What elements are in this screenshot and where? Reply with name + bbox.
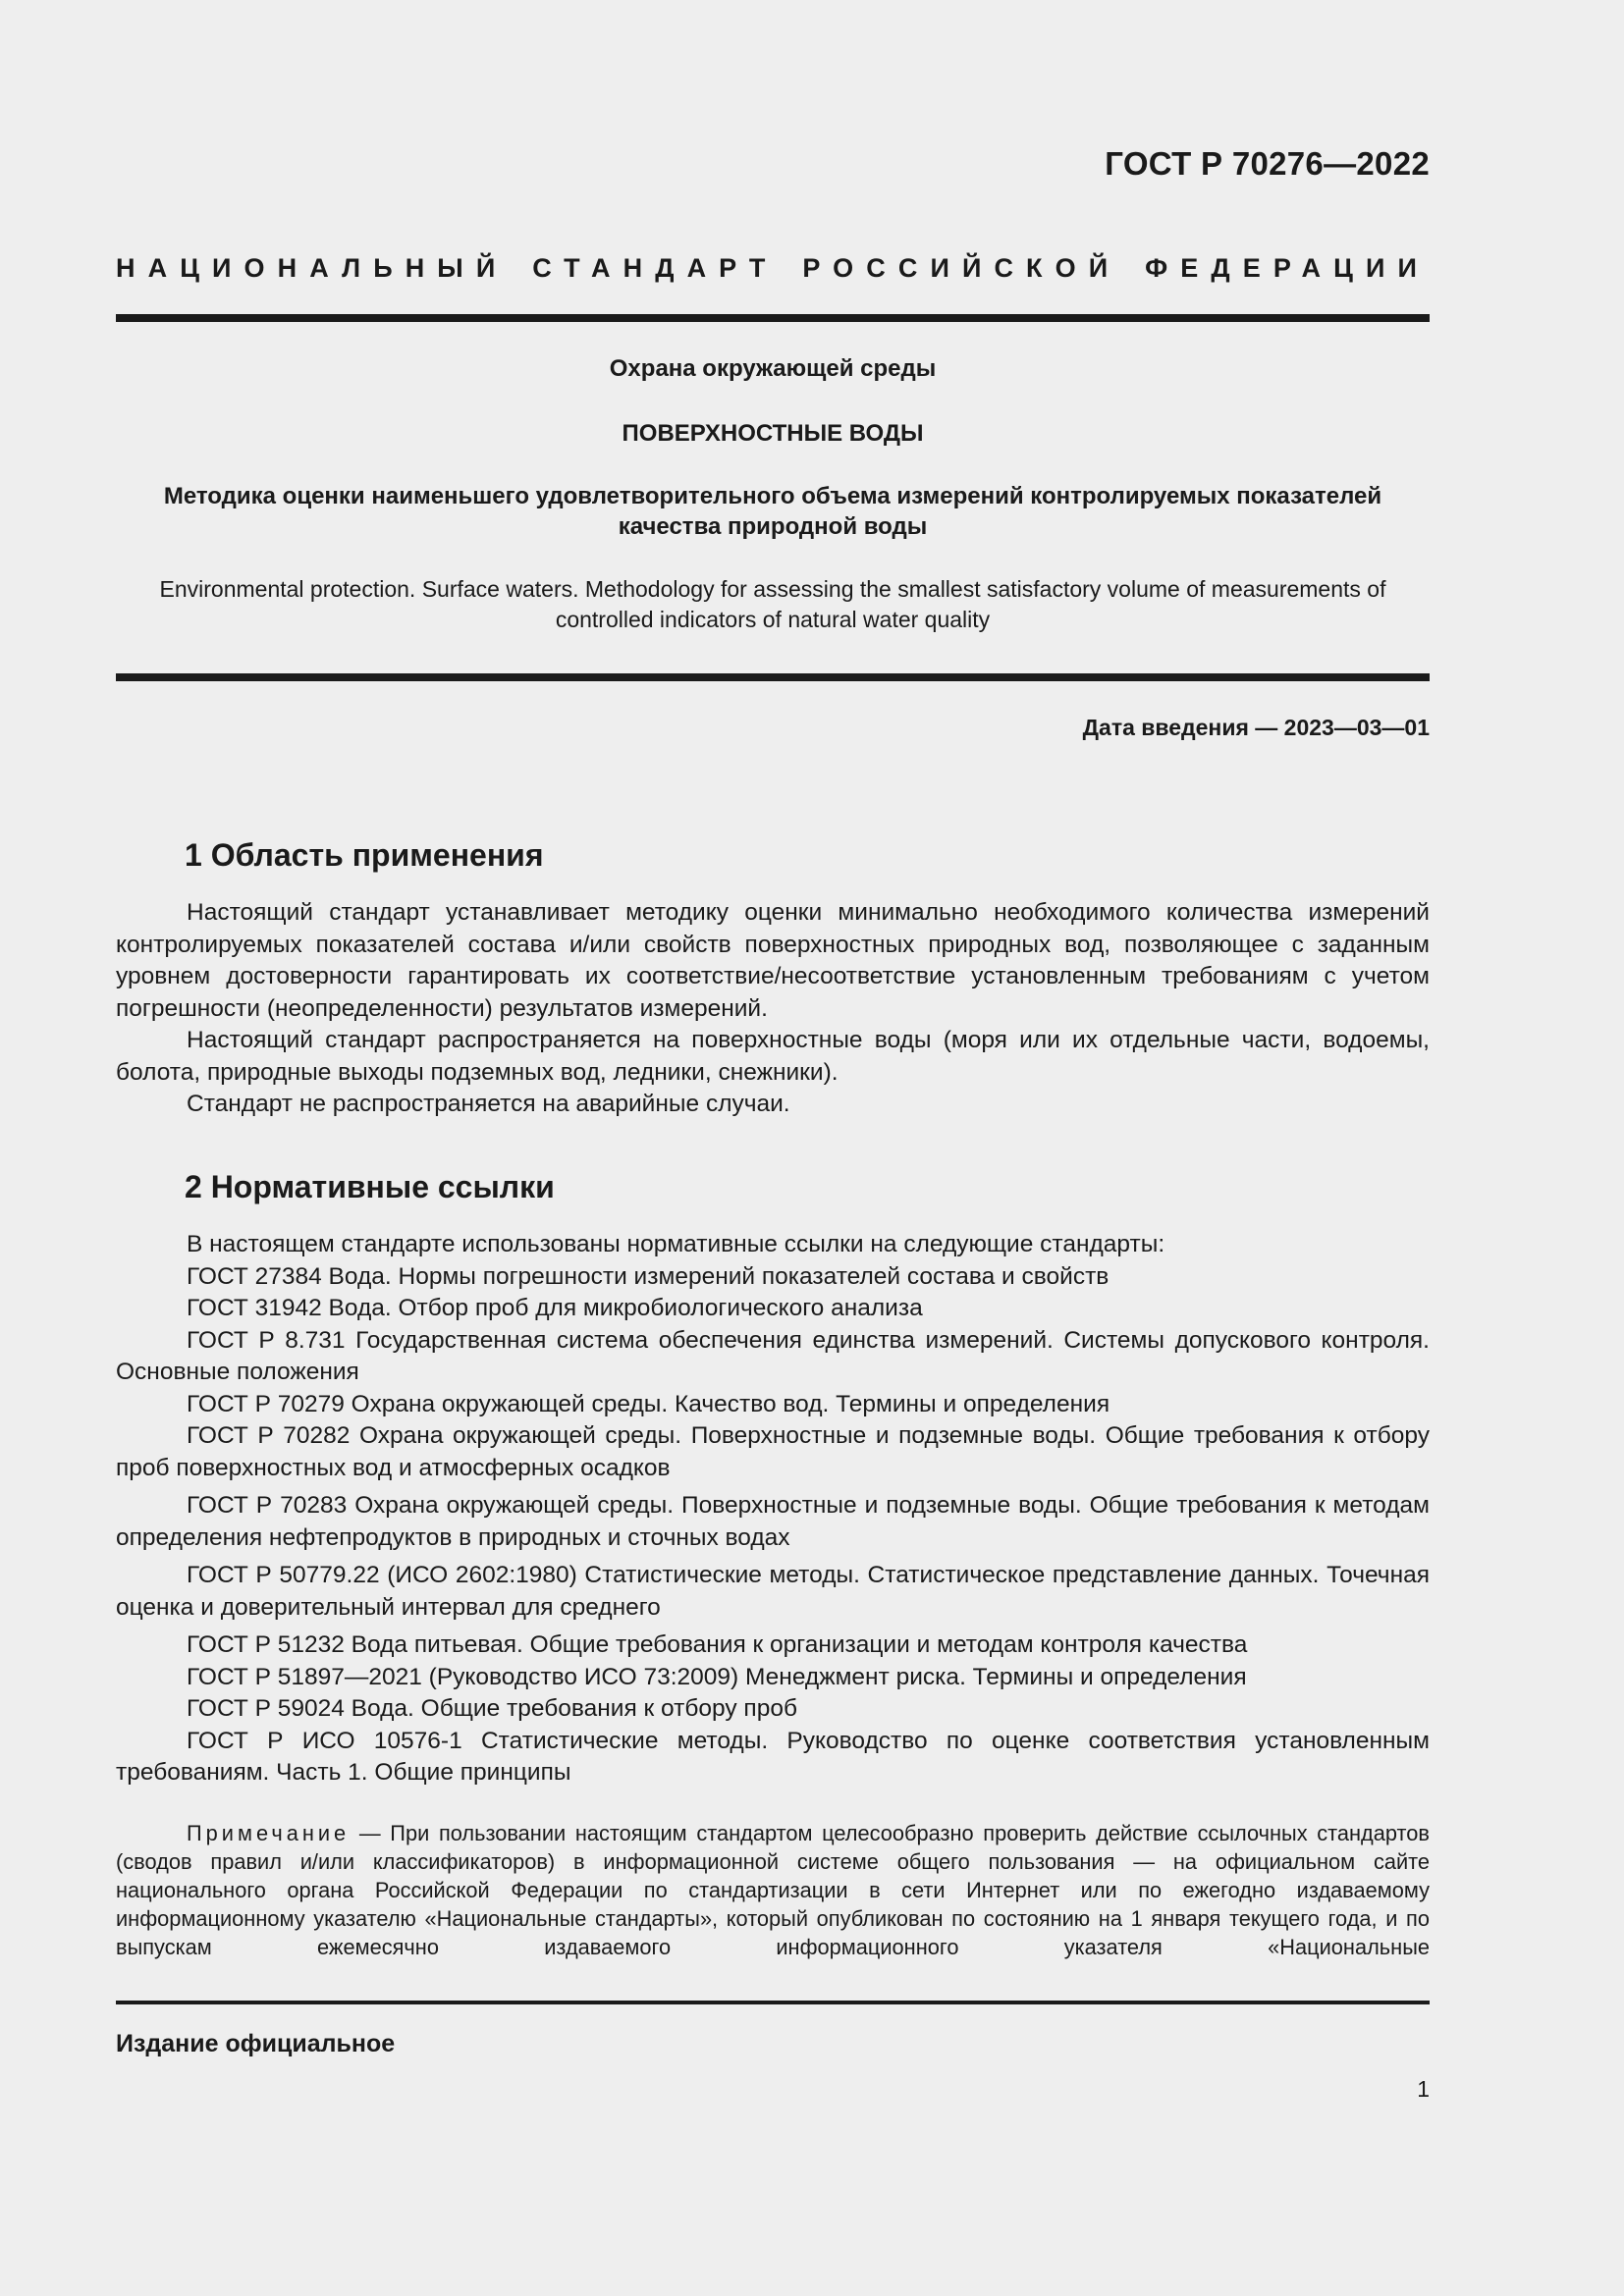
document-code: ГОСТ Р 70276—2022 (1105, 145, 1430, 182)
reference-item: ГОСТ Р 51232 Вода питьевая. Общие требования к организации и методам контроля качества (187, 1631, 1248, 1658)
section-2-body (116, 1229, 1430, 1789)
topic-line: ПОВЕРХНОСТНЫЕ ВОДЫ (622, 420, 924, 447)
reference-item: ГОСТ Р 50779.22 (ИСО 2602:1980) Статистические методы. Статистическое представление данных. Точечная оценка и доверительный интервал для среднего (116, 1562, 1430, 1621)
reference-item: ГОСТ Р 51897—2021 (Руководство ИСО 73:2009) Менеджмент риска. Термины и определения (187, 1663, 1247, 1690)
section-1-paragraph: Настоящий стандарт устанавливает методику оценки минимально необходимого количества измерений контролируемых показателей состава и/или свойств поверхностных природных вод, позволяющее с заданным уровнем достоверности гарантировать их соответствие/несоответствие установленным требованиям с учетом погрешности (неопределенности) результатов измерений. (116, 899, 1430, 1022)
reference-item: ГОСТ Р ИСО 10576-1 Статистические методы. Руководство по оценке соответствия установленным требованиям. Часть 1. Общие принципы (116, 1727, 1430, 1786)
section-1-heading: 1 Область применения (185, 837, 544, 873)
note-label: Примечание (187, 1821, 351, 1845)
document-page (116, 0, 1430, 2296)
section-1-paragraph: Настоящий стандарт распространяется на поверхностные воды (моря или их отдельные части, водоемы, болота, природные выходы подземных вод, ледники, снежники). (116, 1027, 1430, 1086)
edition-label: Издание официальное (116, 2030, 396, 2057)
title-english: Environmental protection. Surface waters. Methodology for assessing the smallest satisfactory volume of measurements of controlled indicators of natural water quality (159, 576, 1386, 632)
national-standard-banner: НАЦИОНАЛЬНЫЙ СТАНДАРТ РОССИЙСКОЙ ФЕДЕРАЦИИ (116, 253, 1430, 283)
title-bottom-rule (116, 673, 1430, 681)
reference-item: ГОСТ 27384 Вода. Нормы погрешности измерений показателей состава и свойств (187, 1262, 1110, 1290)
subject-line: Охрана окружающей среды (609, 355, 937, 382)
section-1-paragraph: Стандарт не распространяется на аварийные случаи. (187, 1091, 790, 1117)
top-rule (116, 314, 1430, 322)
section-2-intro: В настоящем стандарте использованы нормативные ссылки на следующие стандарты: (187, 1231, 1165, 1257)
title-russian: Методика оценки наименьшего удовлетворительного объема измерений контролируемых показателей качества природной воды (163, 483, 1382, 540)
footer-rule (116, 2001, 1430, 2004)
introduction-date: Дата введения — 2023—03—01 (1082, 715, 1430, 740)
reference-item: ГОСТ Р 70282 Охрана окружающей среды. Поверхностные и подземные воды. Общие требования к отбору проб поверхностных вод и атмосферных осадков (116, 1422, 1430, 1481)
page-number: 1 (1417, 2076, 1430, 2102)
section-2-heading: 2 Нормативные ссылки (185, 1169, 555, 1204)
reference-item: ГОСТ Р 70279 Охрана окружающей среды. Качество вод. Термины и определения (187, 1390, 1110, 1417)
note-text: — При пользовании настоящим стандартом целесообразно проверить действие ссылочных стандартов (сводов правил и/или классификаторов) в информационной системе общего пользования — на официальном сайте национального органа Российской Федерации по стандартизации в сети Интернет или по ежегодно издаваемому информационному указателю «Национальные стандарты», который опубликован по состоянию на 1 января текущего года, и по выпускам ежемесячно издаваемого информационного указателя «Национальные (116, 1821, 1430, 1959)
section-1-body (116, 897, 1430, 1121)
reference-item: ГОСТ Р 70283 Охрана окружающей среды. Поверхностные и подземные воды. Общие требования к методам определения нефтепродуктов в природных и сточных водах (116, 1492, 1430, 1551)
reference-item: ГОСТ Р 59024 Вода. Общие требования к отбору проб (187, 1695, 797, 1722)
reference-item: ГОСТ 31942 Вода. Отбор проб для микробиологического анализа (187, 1295, 923, 1321)
reference-item: ГОСТ Р 8.731 Государственная система обеспечения единства измерений. Системы допускового контроля. Основные положения (116, 1326, 1430, 1385)
reference-note (116, 1819, 1430, 1961)
